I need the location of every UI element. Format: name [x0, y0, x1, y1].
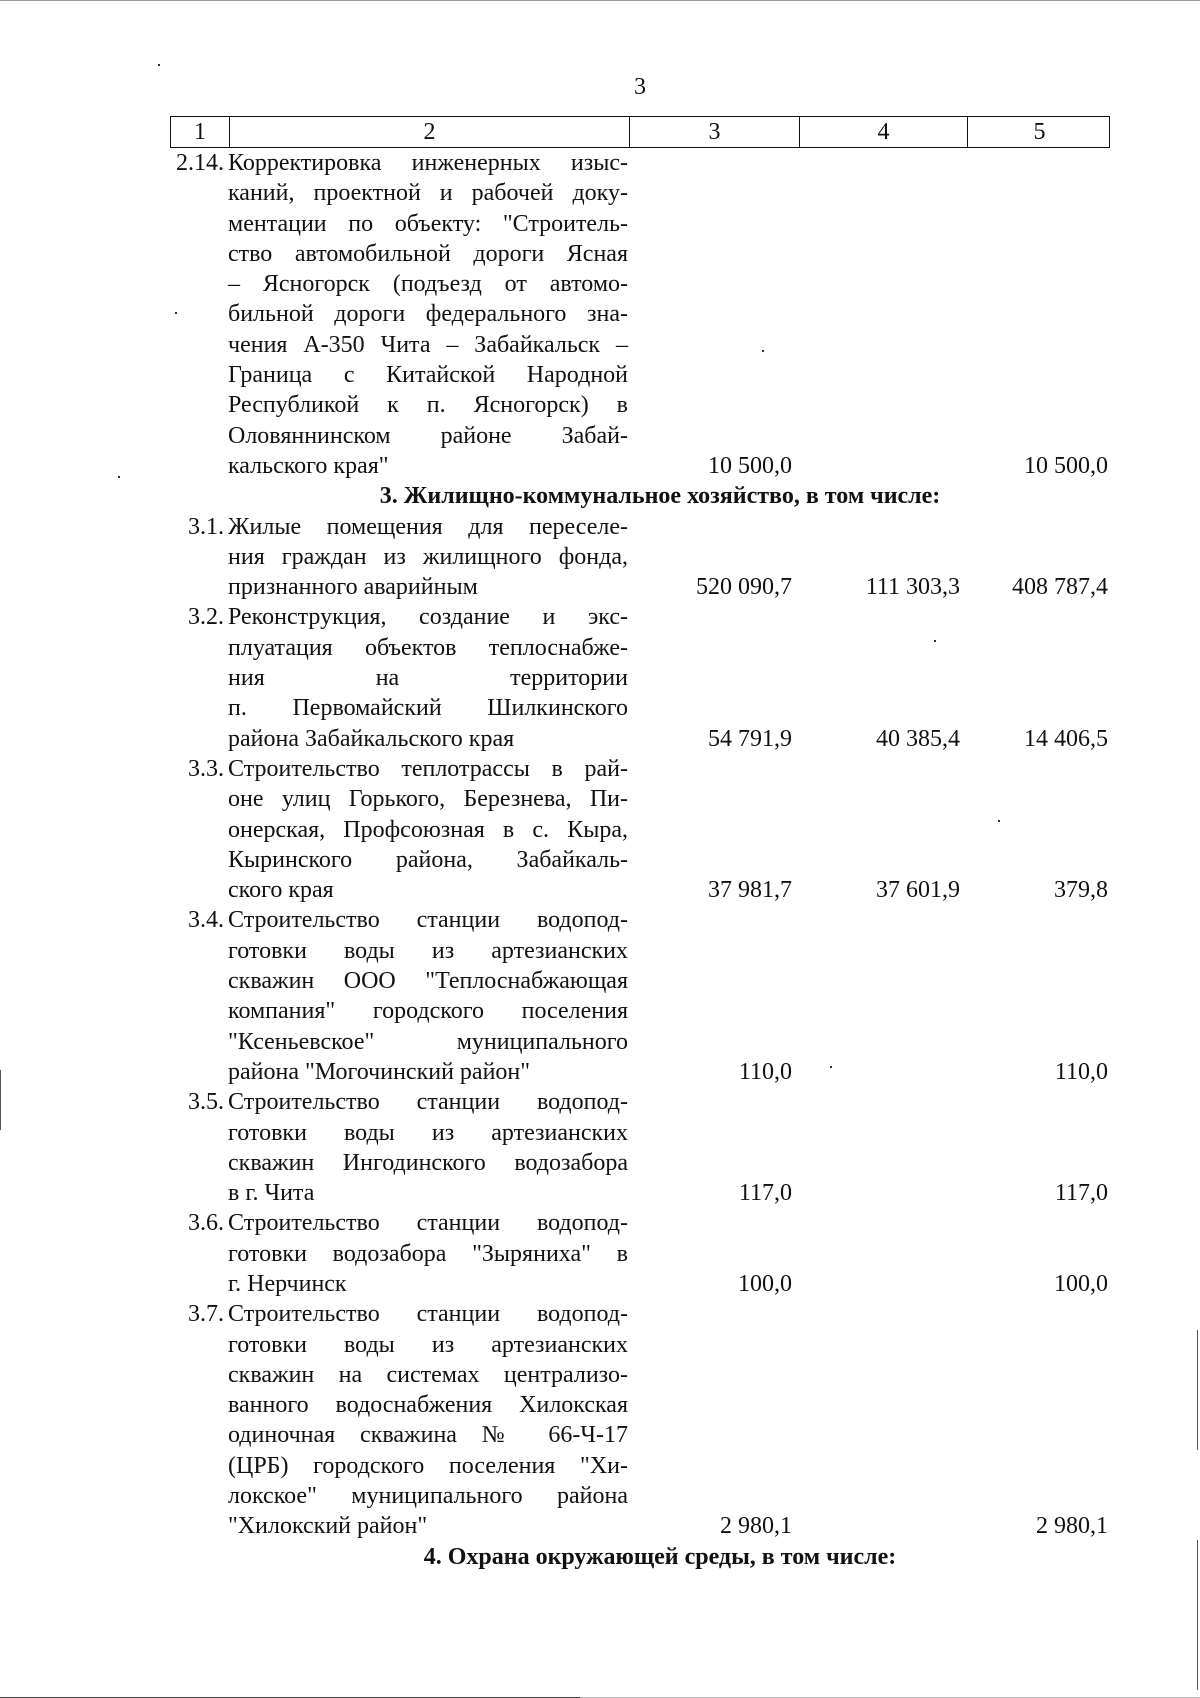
- item-number: 3.6.: [188, 1210, 224, 1237]
- description-line: онерская, Профсоюзная в с. Кыра,: [228, 816, 628, 843]
- item-number: 3.1.: [188, 513, 224, 540]
- description-line: района Забайкальского края: [228, 725, 515, 752]
- description-line: признанного аварийным: [228, 574, 478, 601]
- description-line: ния граждан из жилищного фонда,: [228, 543, 628, 570]
- description-line: готовки воды из артезианских: [228, 937, 628, 964]
- description-line: Строительство теплотрассы в рай-: [228, 755, 628, 782]
- page-number: 3: [634, 74, 646, 100]
- section-heading: 3. Жилищно-коммунальное хозяйство, в том числе:: [379, 483, 941, 510]
- table-row: [170, 602, 1110, 753]
- table-row: [170, 1087, 1110, 1208]
- description-line: Строительство станции водопод-: [228, 907, 628, 934]
- description-line: "Хилокский район": [228, 1513, 428, 1540]
- description-line: Жилые помещения для переселе-: [228, 513, 628, 540]
- description-line: г. Нерчинск: [228, 1270, 347, 1297]
- item-number: 2.14.: [176, 150, 224, 176]
- description-line: ство автомобильной дороги Ясная: [228, 240, 628, 267]
- table-header-row: [170, 116, 1110, 148]
- item-number: 3.4.: [188, 907, 224, 934]
- value-total: 2 980,1: [720, 1513, 792, 1540]
- value-total: 37 981,7: [708, 877, 792, 904]
- item-description: [228, 148, 628, 481]
- description-line: одиночная скважина № 66-Ч-17: [228, 1422, 628, 1449]
- value-total: 520 090,7: [696, 574, 792, 601]
- value-col5: 117,0: [1054, 1180, 1108, 1207]
- table-row: [170, 148, 1110, 481]
- description-line: Республикой к п. Ясногорск) в: [228, 392, 628, 419]
- item-description: [228, 602, 628, 753]
- description-line: района "Могочинский район": [228, 1058, 531, 1085]
- value-col4: 37 601,9: [876, 877, 960, 904]
- description-line: скважин ООО "Теплоснабжающая: [228, 968, 628, 995]
- description-line: Корректировка инженерных изыс-: [228, 150, 628, 176]
- value-col5: 14 406,5: [1024, 725, 1108, 752]
- column-header: 1: [194, 119, 206, 145]
- value-col5: 110,0: [1054, 1058, 1108, 1085]
- description-line: ния на территории: [228, 665, 628, 692]
- description-line: Оловяннинском районе Забай-: [228, 422, 628, 449]
- value-col4: 111 303,3: [865, 574, 960, 601]
- item-description: [228, 754, 628, 905]
- value-total: 110,0: [738, 1058, 792, 1085]
- section-heading: 4. Охрана окружающей среды, в том числе:: [423, 1543, 897, 1570]
- table-row: [170, 905, 1110, 1087]
- item-description: [228, 1299, 628, 1541]
- scan-speck: [118, 476, 120, 478]
- description-line: локское" муниципального района: [228, 1483, 628, 1510]
- value-col5: 379,8: [1054, 877, 1108, 904]
- table-row: [170, 754, 1110, 905]
- description-line: в г. Чита: [228, 1180, 315, 1207]
- description-line: компания" городского поселения: [228, 998, 628, 1025]
- description-line: чения А-350 Чита – Забайкальск –: [228, 331, 628, 358]
- description-line: (ЦРБ) городского поселения "Хи-: [228, 1452, 628, 1479]
- item-number: 3.7.: [188, 1301, 224, 1328]
- description-line: каний, проектной и рабочей доку-: [228, 180, 628, 207]
- table-row: [170, 1299, 1110, 1541]
- item-number: 3.3.: [188, 755, 224, 782]
- description-line: ментации по объекту: "Строитель-: [228, 210, 628, 237]
- column-header: 4: [799, 117, 967, 147]
- value-col5: 10 500,0: [1024, 452, 1108, 479]
- description-line: готовки водозабора "Зыряниха" в: [228, 1240, 628, 1267]
- value-total: 117,0: [738, 1180, 792, 1207]
- description-line: ванного водоснабжения Хилокская: [228, 1392, 628, 1419]
- data-table: [170, 116, 1110, 1572]
- description-line: скважин Ингодинского водозабора: [228, 1149, 628, 1176]
- scan-edge-top: [0, 0, 1200, 4]
- description-line: плуатация объектов теплоснабже-: [228, 634, 628, 661]
- scan-edge-left: [0, 1070, 1, 1130]
- value-total: 54 791,9: [708, 725, 792, 752]
- description-line: "Ксеньевское" муниципального: [228, 1028, 628, 1055]
- scan-speck: [158, 64, 160, 66]
- description-line: Граница с Китайской Народной: [228, 362, 628, 389]
- value-total: 10 500,0: [708, 452, 792, 479]
- item-description: [228, 905, 628, 1087]
- description-line: Строительство станции водопод-: [228, 1301, 628, 1328]
- item-number: 3.5.: [188, 1089, 224, 1116]
- scan-edge-right: [1197, 1540, 1198, 1690]
- scan-edge-right: [1197, 1330, 1198, 1450]
- description-line: ского края: [228, 877, 334, 904]
- table-row: [170, 1208, 1110, 1299]
- column-header: 5: [967, 117, 1111, 147]
- description-line: оне улиц Горького, Березнева, Пи-: [228, 786, 628, 813]
- description-line: скважин на системах централизо-: [228, 1361, 628, 1388]
- item-number: 3.2.: [188, 604, 224, 631]
- value-col5: 100,0: [1054, 1270, 1108, 1297]
- column-header: 3: [629, 117, 799, 147]
- description-line: Кыринского района, Забайкаль-: [228, 846, 628, 873]
- item-description: [228, 1087, 628, 1208]
- value-col5: 408 787,4: [1012, 574, 1108, 601]
- description-line: готовки воды из артезианских: [228, 1119, 628, 1146]
- item-description: [228, 1208, 628, 1299]
- description-line: – Ясногорск (подъезд от автомо-: [228, 271, 628, 298]
- column-header: 2: [229, 117, 629, 147]
- table-row: [170, 512, 1110, 603]
- description-line: п. Первомайский Шилкинского: [228, 695, 628, 722]
- value-col4: 40 385,4: [876, 725, 960, 752]
- value-col5: 2 980,1: [1036, 1513, 1108, 1540]
- value-total: 100,0: [738, 1270, 792, 1297]
- table-body: [170, 148, 1110, 1572]
- description-line: бильной дороги федерального зна-: [228, 301, 628, 328]
- description-line: кальского края": [228, 452, 389, 479]
- item-description: [228, 512, 628, 603]
- description-line: готовки воды из артезианских: [228, 1331, 628, 1358]
- description-line: Строительство станции водопод-: [228, 1210, 628, 1237]
- description-line: Реконструкция, создание и экс-: [228, 604, 628, 631]
- description-line: Строительство станции водопод-: [228, 1089, 628, 1116]
